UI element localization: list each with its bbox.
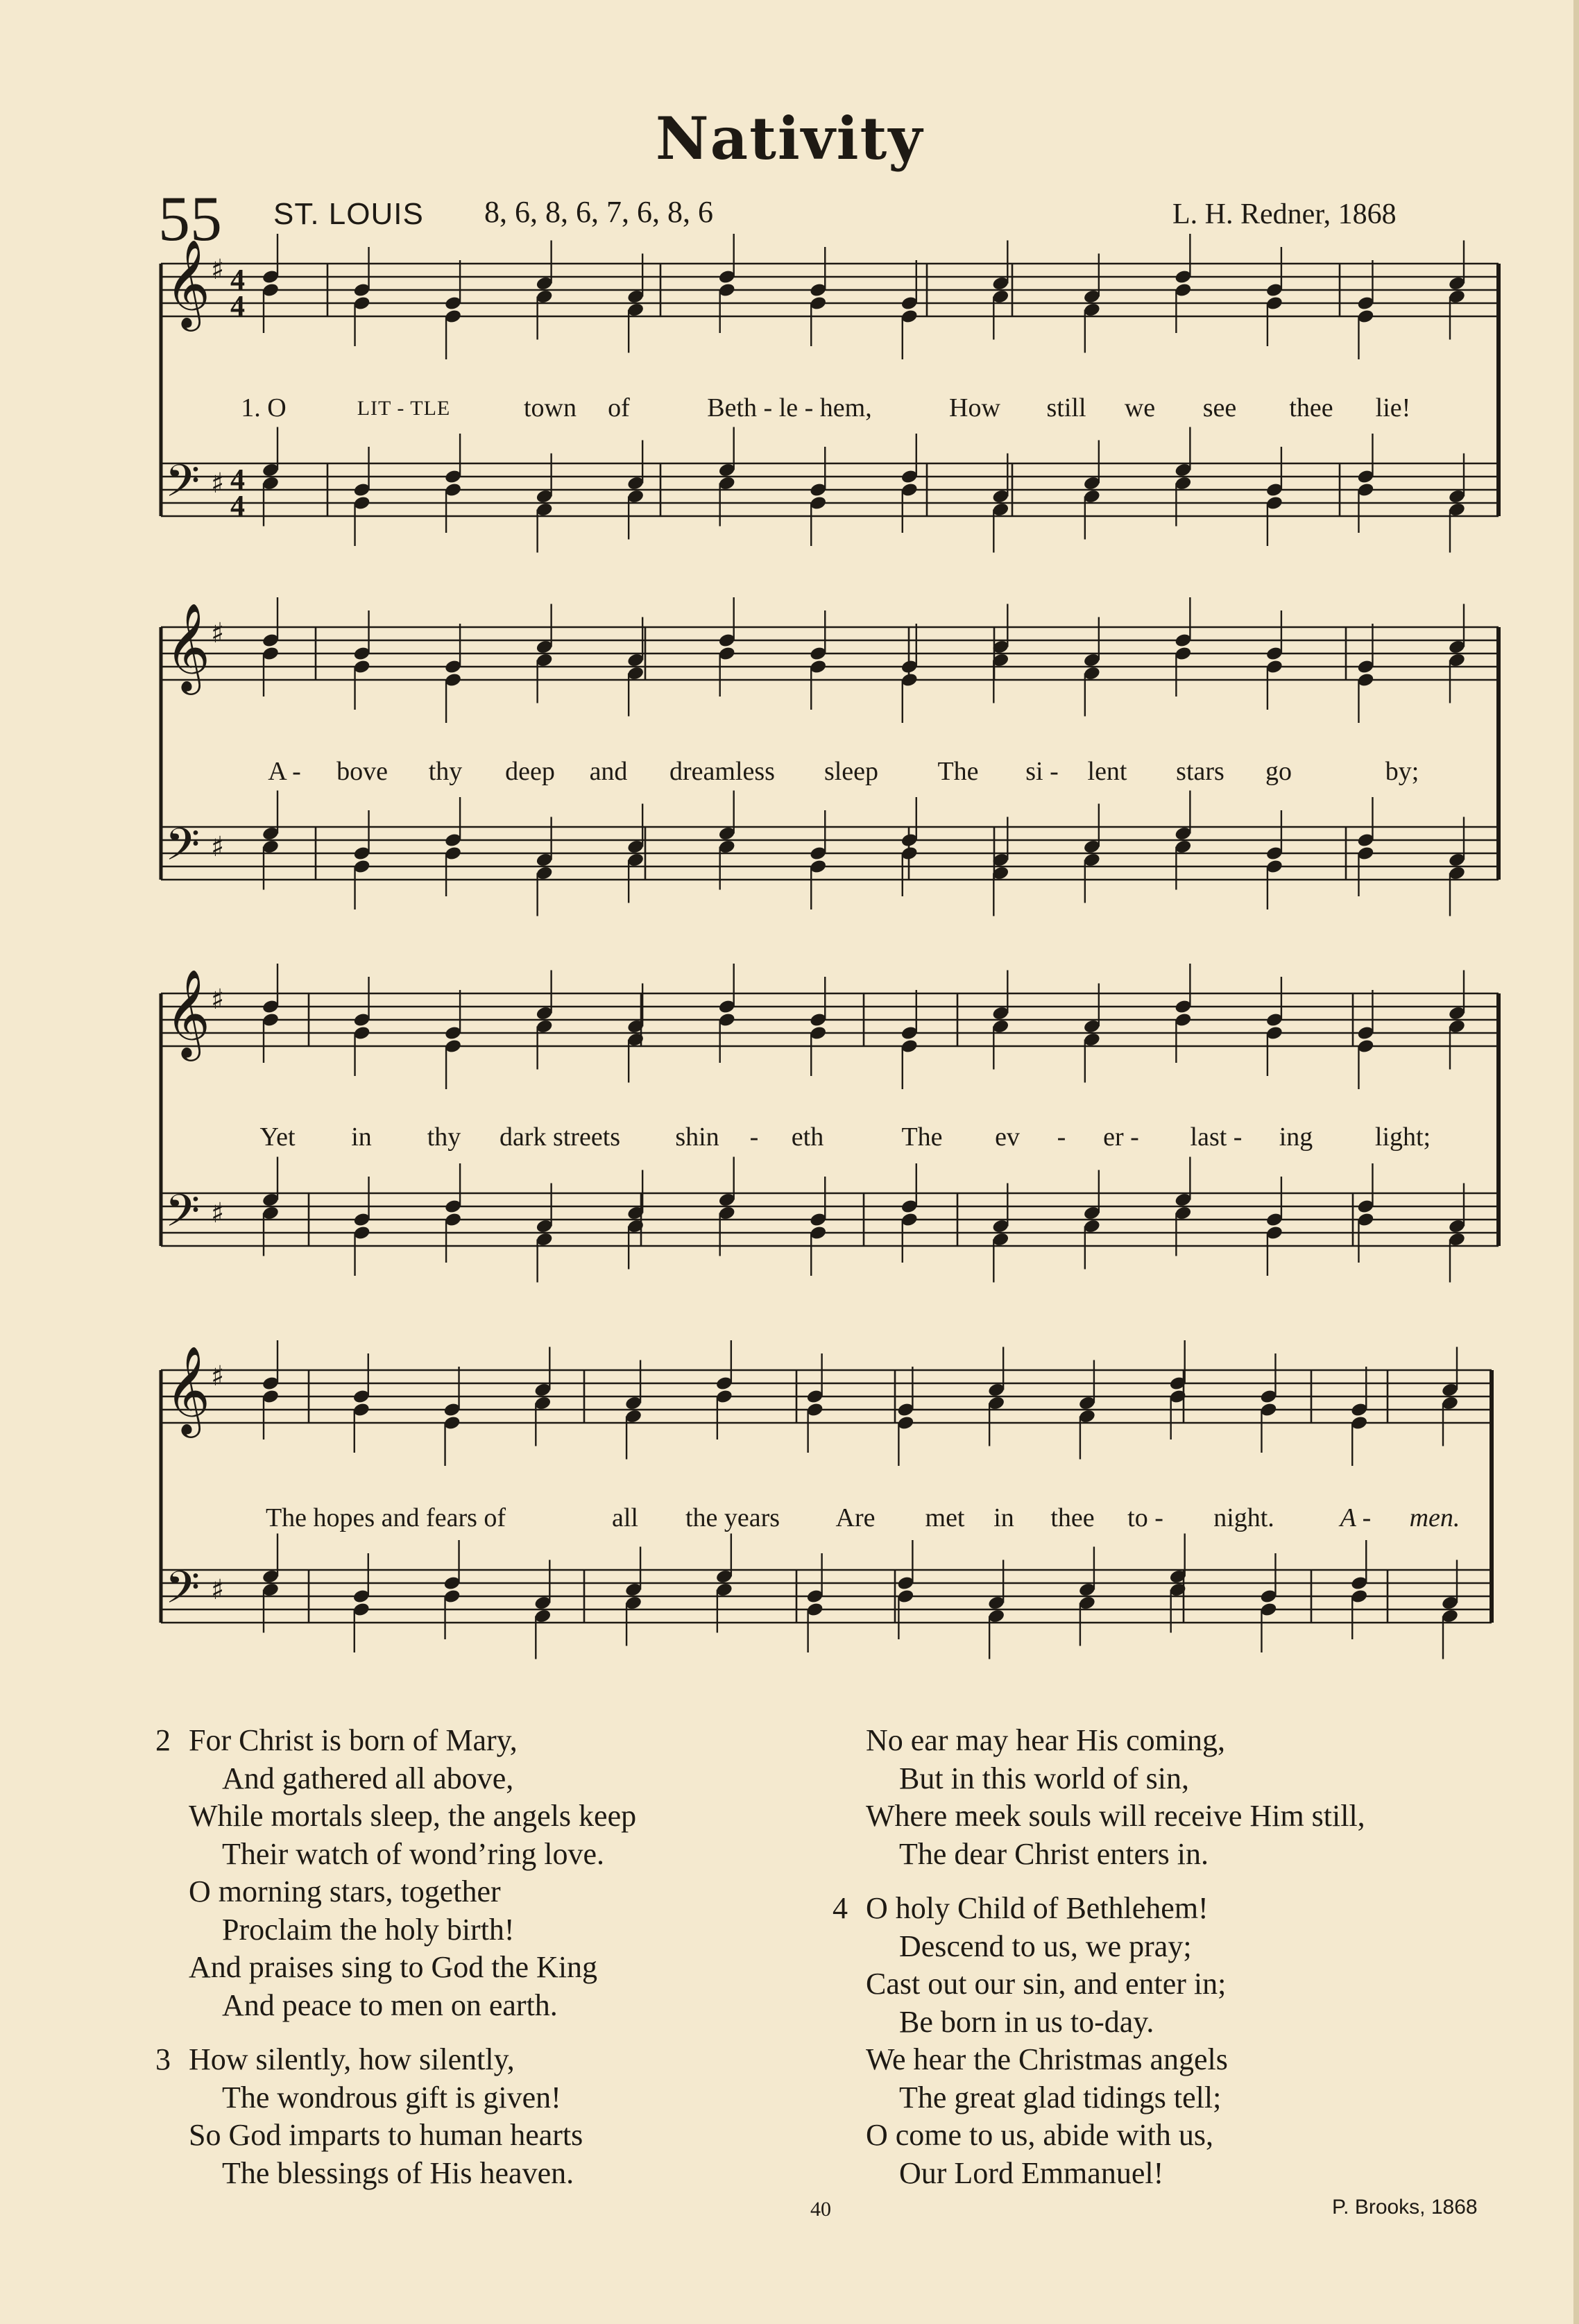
lyric-syllable: lent <box>1087 757 1127 786</box>
tune-name: ST. LOUIS <box>273 197 424 231</box>
treble-clef-icon: 𝄞 <box>165 239 211 327</box>
treble-clef-icon: 𝄞 <box>165 1345 211 1434</box>
lyric-syllable: still <box>1046 393 1086 422</box>
lyric-syllable: dreamless <box>669 757 775 786</box>
time-signature-denominator: 4 <box>230 291 245 323</box>
verse-line: The wondrous gift is given! <box>222 2080 561 2114</box>
verse-line: Our Lord Emmanuel! <box>899 2155 1164 2190</box>
verse-line: O morning stars, together <box>189 1874 501 1908</box>
lyric-syllable: The hopes and fears of <box>265 1503 506 1532</box>
lyric-syllable: the years <box>685 1503 780 1532</box>
lyric-syllable: go <box>1265 757 1292 786</box>
verse-line: No ear may hear His coming, <box>866 1723 1226 1757</box>
lyric-syllable: in <box>993 1503 1014 1532</box>
verse-line: And praises sing to God the King <box>189 1950 598 1984</box>
bass-clef-icon: 𝄢 <box>165 819 200 882</box>
verse-3-continued <box>833 1722 1365 1873</box>
verse-line: The dear Christ enters in. <box>899 1836 1209 1871</box>
verse-line: Proclaim the holy birth! <box>222 1912 515 1947</box>
lyric-syllable: all <box>612 1503 638 1532</box>
verse-line: Their watch of wond’ring love. <box>222 1836 605 1871</box>
verse-line: Descend to us, we pray; <box>899 1929 1192 1963</box>
lyric-syllable: in <box>351 1122 372 1152</box>
lyric-syllable: Beth - le - hem, <box>707 393 872 422</box>
lyric-syllable: ev <box>995 1122 1020 1152</box>
verse-4 <box>833 1890 1365 2192</box>
verse-number: 3 <box>155 2042 171 2076</box>
verse-line: O holy Child of Bethlehem! <box>866 1891 1209 1925</box>
lyric-syllable: last - <box>1190 1122 1243 1152</box>
composer: L. H. Redner, 1868 <box>1172 198 1397 230</box>
verses-left-column <box>155 1722 636 2209</box>
lyric-syllable: and <box>589 757 628 786</box>
lyric-syllable: bove <box>336 757 388 786</box>
treble-clef-icon: 𝄞 <box>165 602 211 691</box>
lyric-syllable: deep <box>505 757 555 786</box>
lyric-syllable: dark streets <box>499 1122 621 1152</box>
time-signature-numerator: 4 <box>230 464 245 496</box>
lyric-syllable: town <box>524 393 577 422</box>
lyric-syllable: light; <box>1374 1122 1431 1152</box>
lyric-syllable: lie! <box>1375 393 1411 422</box>
lyric-syllable: thee <box>1289 393 1333 422</box>
lyric-syllable: thy <box>428 757 463 786</box>
lyric-syllable: see <box>1202 393 1237 422</box>
lyric-syllable: we <box>1124 393 1156 422</box>
lyric-syllable: Are <box>835 1503 876 1532</box>
verse-line: Where meek souls will receive Him still, <box>866 1799 1365 1833</box>
lyric-syllable: - <box>1057 1122 1066 1152</box>
verse-line: While mortals sleep, the angels keep <box>189 1799 637 1833</box>
lyric-syllable: eth <box>791 1122 824 1152</box>
hymn-author: P. Brooks, 1868 <box>1332 2196 1478 2219</box>
verse-line: We hear the Christmas angels <box>866 2042 1228 2076</box>
treble-clef-icon: 𝄞 <box>165 968 211 1057</box>
verse-number: 4 <box>833 1891 848 1925</box>
lyric-syllable: er - <box>1103 1122 1139 1152</box>
lyric-syllable: night. <box>1213 1503 1274 1532</box>
lyric-syllable: thee <box>1050 1503 1095 1532</box>
lyric-syllable: The <box>901 1122 943 1152</box>
lyric-syllable: thy <box>427 1122 461 1152</box>
verse-2 <box>155 1722 636 2024</box>
meter: 8, 6, 8, 6, 7, 6, 8, 6 <box>484 195 713 229</box>
lyric-syllable: to - <box>1127 1503 1163 1532</box>
sharp-icon: ♯ <box>211 254 225 286</box>
lyric-syllable: sleep <box>823 757 879 786</box>
verse-line: So God imparts to human hearts <box>189 2118 583 2152</box>
page-number: 40 <box>810 2198 831 2221</box>
verse-line: The great glad tidings tell; <box>899 2080 1222 2114</box>
verse-line: The blessings of His heaven. <box>222 2155 574 2190</box>
sharp-icon: ♯ <box>211 1360 225 1392</box>
time-signature-numerator: 4 <box>230 264 245 296</box>
sharp-icon: ♯ <box>211 617 225 649</box>
sharp-icon: ♯ <box>211 1574 225 1606</box>
verses-right-column <box>833 1722 1365 2209</box>
verse-line: And gathered all above, <box>222 1761 514 1795</box>
bass-clef-icon: 𝄢 <box>165 1562 200 1625</box>
section-heading: Nativity <box>655 104 924 173</box>
verse-3 <box>155 2041 636 2192</box>
lyric-syllable: The <box>937 757 979 786</box>
verse-line: Cast out our sin, and enter in; <box>866 1967 1227 2001</box>
lyric-syllable: 1. O <box>241 393 287 422</box>
bass-clef-icon: 𝄢 <box>165 1186 200 1248</box>
verse-line: And peace to men on earth. <box>222 1988 558 2022</box>
lyric-syllable: si - <box>1025 757 1059 786</box>
sharp-icon: ♯ <box>211 1197 225 1229</box>
verse-number: 2 <box>155 1723 171 1757</box>
lyric-syllable: - <box>749 1122 759 1152</box>
lyric-syllable: A - <box>1340 1503 1372 1532</box>
lyric-syllable: How <box>949 393 1000 422</box>
sharp-icon: ♯ <box>211 831 225 863</box>
lyric-syllable: met <box>925 1503 965 1532</box>
lyric-syllable: LIT - TLE <box>357 397 451 420</box>
sharp-icon: ♯ <box>211 984 225 1016</box>
lyric-syllable: shin <box>675 1122 719 1152</box>
verse-line: Be born in us to-day. <box>899 2004 1154 2039</box>
lyric-syllable: stars <box>1176 757 1224 786</box>
verse-line: But in this world of sin, <box>899 1761 1190 1795</box>
lyric-syllable: A - <box>268 757 301 786</box>
bass-clef-icon: 𝄢 <box>165 456 200 518</box>
lyric-syllable: Yet <box>259 1122 296 1152</box>
lyric-syllable: by; <box>1385 757 1419 786</box>
sharp-icon: ♯ <box>211 468 225 499</box>
time-signature-denominator: 4 <box>230 490 245 522</box>
lyric-syllable: ing <box>1279 1122 1313 1152</box>
verse-line: How silently, how silently, <box>189 2042 515 2076</box>
lyric-syllable: men. <box>1409 1503 1460 1532</box>
lyric-syllable: of <box>608 393 630 422</box>
verse-line: For Christ is born of Mary, <box>189 1723 518 1757</box>
verse-line: O come to us, abide with us, <box>866 2118 1214 2152</box>
hymn-number: 55 <box>158 183 222 254</box>
